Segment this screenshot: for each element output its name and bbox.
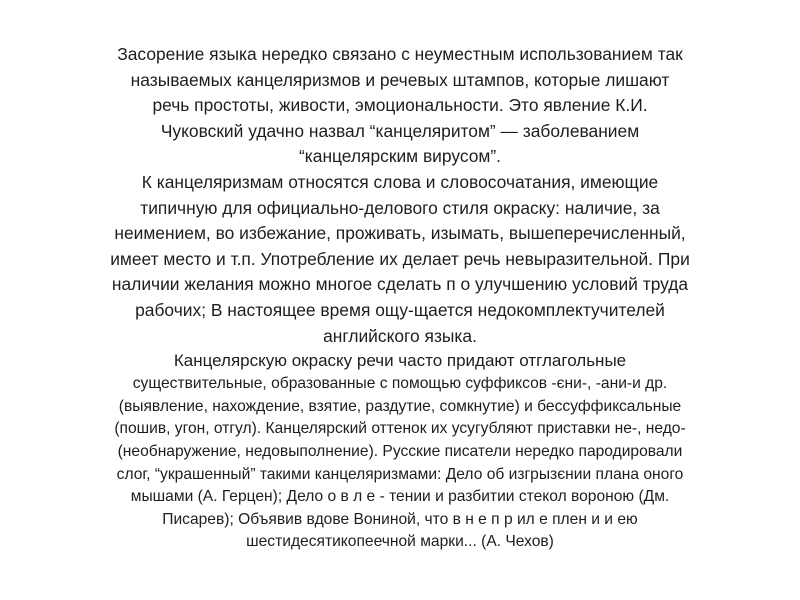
text-line: английского языка. xyxy=(323,325,477,346)
text-line: неимением, во избежание, проживать, изымать, вышеперечисленный, xyxy=(114,223,686,244)
text-line: слог, “украшенный” такими канцеляризмами: Дело об изгрызєнии плана оного xyxy=(116,465,684,483)
paragraph-kantselyarizmy xyxy=(40,170,760,349)
text-line: (пошив, угон, отгул). Канцелярский оттенок их усугубляют приставки не-, недо- xyxy=(114,420,686,438)
text-line: называемых канцеляризмов и речевых штампов, которые лишают xyxy=(130,69,670,90)
text-line: Канцелярскую окраску речи часто придают отглагольные xyxy=(173,351,627,371)
text-line: К канцеляризмам относятся слова и словосочатания, имеющие xyxy=(141,171,659,192)
text-body xyxy=(40,42,760,554)
paragraph-otglagolnye xyxy=(40,349,760,554)
text-line: наличии желания можно многое сделать п о улучшению условий труда xyxy=(111,274,689,295)
paragraph-intro xyxy=(40,42,760,170)
text-line: (выявление, нахождение, взятие, раздутие, сомкнутие) и бессуффикcальные xyxy=(118,397,682,415)
text-line: Чуковский удачно назвал “канцеляритом” — заболеванием xyxy=(160,120,640,141)
text-line: (необнаружение, недовыполнение). Русские писатели нередко пародировали xyxy=(117,442,683,460)
text-line: речь простоты, живости, эмоциональности. Это явление К.И. xyxy=(152,95,648,116)
text-line: Засорение языка нередко связано с неуместным использованием так xyxy=(117,44,683,64)
text-line: имеет место и т.п. Употребление их делает речь невыразительной. При xyxy=(110,248,690,269)
text-line: рабочих; В настоящее время ощу-щается недокомплектучителей xyxy=(135,299,665,320)
text-line: мышами (А. Герцен); Дело о в л е - тении и разбитии стекол вороною (Дм. xyxy=(130,488,670,506)
text-line: Писарев); Объявив вдове Вониной, что в н е п р ил е плен и и ею xyxy=(162,510,638,528)
text-line: “канцелярским вирусом”. xyxy=(298,146,502,167)
text-line: шестидесятикопеечной марки... (А. Чехов) xyxy=(246,533,554,551)
text-line: типичную для официально-делового стиля окраску: наличие, за xyxy=(140,197,660,218)
text-line: существительные, образованные с помощью суффиксов -єни-, -ани-и др. xyxy=(132,375,668,393)
